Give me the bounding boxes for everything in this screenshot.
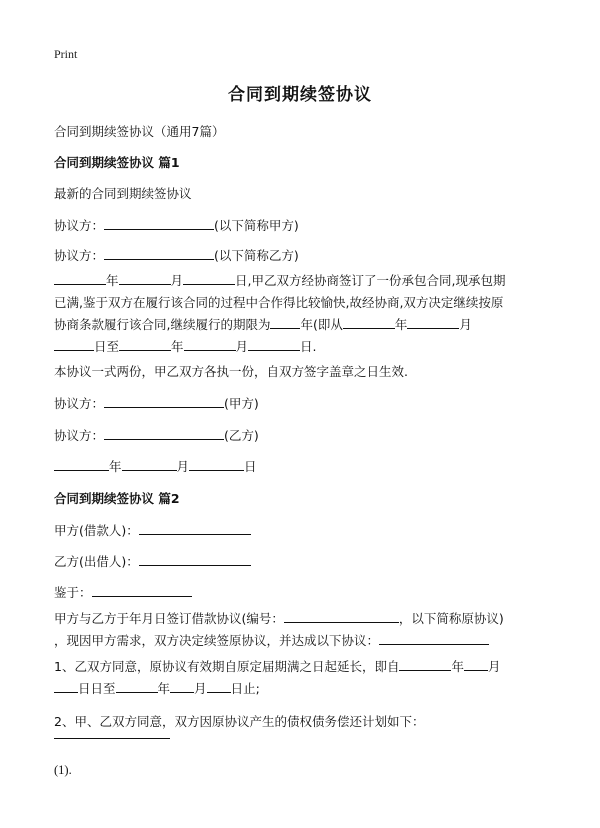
- sign-date-line: [54, 457, 257, 475]
- borrower-blank[interactable]: [139, 522, 251, 535]
- extend-month-blank[interactable]: [464, 658, 488, 671]
- party-b-suffix: (以下简称乙方): [214, 248, 299, 263]
- sign-b-blank[interactable]: [104, 427, 224, 440]
- sign-a-suffix: (甲方): [224, 396, 259, 411]
- extend-day-blank[interactable]: [54, 680, 78, 693]
- p1-text-c: ，现因甲方需求，双方决定续签原协议，并达成以下协议：: [54, 633, 380, 648]
- end-month-blank[interactable]: [184, 338, 236, 351]
- month-label: 月: [487, 659, 501, 674]
- body-text-1: ,甲乙双方经协商签订了一份承包合同,现承包期: [247, 273, 506, 288]
- lender-blank[interactable]: [139, 553, 251, 566]
- sign-b-label: 协议方：: [54, 428, 105, 443]
- month-label: 月: [459, 317, 472, 332]
- month-label: 月: [176, 459, 190, 474]
- sign-month-blank[interactable]: [122, 458, 177, 471]
- year-label: 年: [109, 459, 122, 474]
- end-year-blank[interactable]: [119, 338, 171, 351]
- clause1-text-b: 日止;: [230, 681, 260, 696]
- lender-line: [54, 552, 251, 570]
- body-text-3b: 年(即从: [300, 317, 343, 332]
- party-a-blank[interactable]: [104, 217, 214, 230]
- clause2-blank-line[interactable]: [54, 738, 170, 739]
- section1-heading: 合同到期续签协议 篇1: [54, 155, 180, 170]
- end2-day-blank[interactable]: [207, 680, 231, 693]
- body-line-2: 已满,鉴于双方在履行该合同的过程中合作得比较愉快,故经协商,双方决定继续按原: [54, 295, 504, 310]
- end-day-blank[interactable]: [248, 338, 300, 351]
- body-line-1: [54, 270, 549, 292]
- document-subtitle: 合同到期续签协议（通用7篇）: [54, 124, 225, 139]
- month-label: 月: [194, 681, 207, 696]
- party-b-blank[interactable]: [104, 247, 214, 260]
- clause2-item-1: (1).: [54, 763, 72, 777]
- year-label: 年: [451, 659, 464, 674]
- day-label: 日: [235, 273, 248, 288]
- date-month-blank[interactable]: [119, 272, 171, 285]
- p1-line-1: [54, 608, 549, 630]
- validity-clause: 本协议一式两份，甲乙双方各执一份，自双方签字盖章之日生效.: [54, 364, 408, 379]
- end2-month-blank[interactable]: [170, 680, 194, 693]
- body-text-4b: 日.: [300, 339, 317, 354]
- party-b-label: 协议方：: [54, 248, 105, 263]
- contract-number-blank[interactable]: [284, 610, 399, 623]
- day-label: 日: [244, 459, 257, 474]
- borrower-line: [54, 521, 251, 539]
- p1-line-2: [54, 630, 549, 652]
- section1-body: [54, 270, 549, 358]
- clause-2: 2、甲、乙双方同意，双方因原协议产生的债权债务偿还计划如下：: [54, 714, 425, 729]
- day-label: 日: [78, 681, 91, 696]
- start-day-blank[interactable]: [54, 338, 94, 351]
- date-day-blank[interactable]: [183, 272, 235, 285]
- section2-heading: 合同到期续签协议 篇2: [54, 491, 180, 506]
- start-year-blank[interactable]: [343, 316, 395, 329]
- year-label: 年: [171, 339, 184, 354]
- end2-year-blank[interactable]: [116, 680, 158, 693]
- party-a-suffix: (以下简称甲方): [214, 218, 299, 233]
- whereas-line: [54, 583, 192, 601]
- year-label: 年: [106, 273, 119, 288]
- sign-b-line: [54, 426, 259, 444]
- sign-a-label: 协议方：: [54, 396, 105, 411]
- clause1-text-a: 1、乙双方同意，原协议有效期自原定届期满之日起延长，即自: [54, 659, 400, 674]
- body-line-3: [54, 314, 549, 336]
- month-label: 月: [235, 339, 249, 354]
- print-link[interactable]: Print: [54, 47, 78, 61]
- borrower-label: 甲方(借款人)：: [54, 523, 139, 538]
- date-year-blank[interactable]: [54, 272, 106, 285]
- sign-year-blank[interactable]: [54, 458, 109, 471]
- party-a-label: 协议方：: [54, 218, 105, 233]
- section1-intro: 最新的合同到期续签协议: [54, 186, 192, 201]
- whereas-label: 鉴于：: [54, 585, 92, 600]
- party-b-line: [54, 246, 299, 264]
- lender-label: 乙方(出借人)：: [54, 554, 139, 569]
- p1-text-a: 甲方与乙方于年月日签订借款协议(编号：: [54, 611, 284, 626]
- year-label: 年: [157, 681, 171, 696]
- body-text-4a: 日至: [94, 339, 120, 354]
- extend-year-blank[interactable]: [399, 658, 451, 671]
- document-title: 合同到期续签协议: [228, 85, 372, 105]
- whereas-blank[interactable]: [92, 584, 192, 597]
- clause1-line-2: [54, 678, 549, 700]
- term-blank[interactable]: [270, 316, 300, 329]
- clause1-line-1: [54, 656, 549, 678]
- clause-1: [54, 656, 549, 700]
- section2-paragraph: [54, 608, 549, 652]
- start-month-blank[interactable]: [407, 316, 459, 329]
- sign-a-blank[interactable]: [104, 395, 224, 408]
- party-a-line: [54, 216, 299, 234]
- sign-day-blank[interactable]: [189, 458, 244, 471]
- month-label: 月: [170, 273, 184, 288]
- p1-text-b: ，以下简称原协议): [398, 611, 504, 626]
- sign-a-line: [54, 394, 259, 412]
- body-text-3a: 协商条款履行该合同,继续履行的期限为: [54, 317, 271, 332]
- p1-end-blank[interactable]: [379, 632, 489, 645]
- sign-b-suffix: (乙方): [224, 428, 259, 443]
- clause1-to: 日至: [90, 681, 116, 696]
- year-label: 年: [394, 317, 408, 332]
- body-line-4: [54, 336, 549, 358]
